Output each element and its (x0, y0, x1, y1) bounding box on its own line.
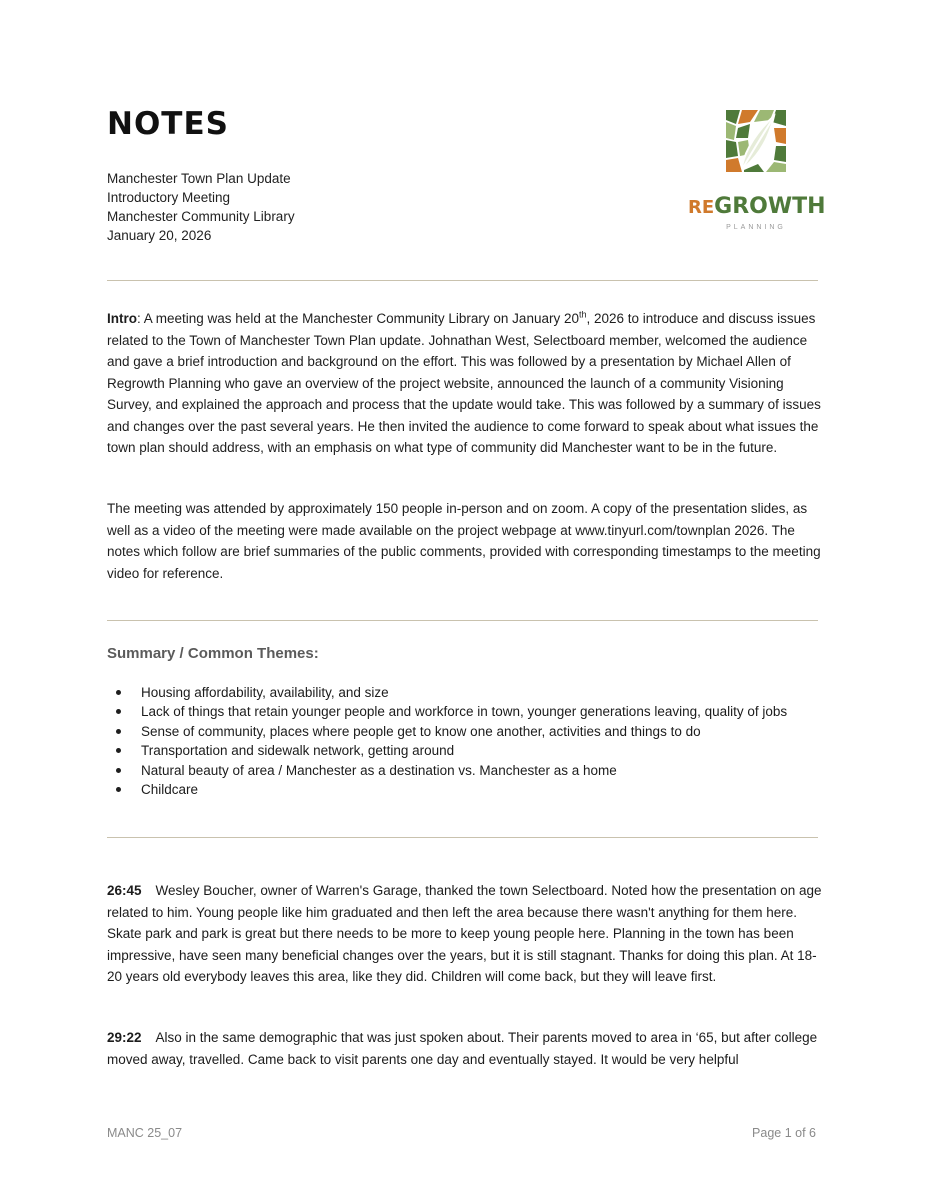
divider (107, 837, 818, 838)
document-code: MANC 25_07 (107, 1126, 183, 1140)
themes-list (107, 683, 827, 799)
divider (107, 620, 818, 621)
logo-wordmark (688, 194, 824, 219)
intro-text-part-2: , 2026 to introduce and discuss issues related to the Town of Manchester Town Plan update. Johnathan West, Selectboard member, welcomed the audience and gave a brief introduction and background on the effort. This was followed by a presentation by Michael Allen of Regrowth Planning who gave an overview of the project website, announced the launch of a community Visioning Survey, and explained the approach and process that the update would take. This was followed by a summary of issues and changes over the past several years. He then invited the audience to come forward to speak about what issues the town plan should address, with an emphasis on what type of community did Manchester want to be in the future. (107, 311, 821, 455)
summary-heading: Summary / Common Themes: (107, 645, 319, 662)
comment-entry (107, 880, 823, 988)
page-title: NOTES (107, 106, 229, 142)
attendance-paragraph: The meeting was attended by approximately 150 people in-person and on zoom. A copy of the presentation slides, as well as a video of the meeting were made available on the project webpage at www.tinyurl.com/townplan 2026. The notes which follow are brief summaries of the public comments, provided with corresponding timestamps to the meeting video for reference. (107, 501, 821, 581)
comment-text: Wesley Boucher, owner of Warren's Garage, thanked the town Selectboard. Noted how the presentation on age related to him. Young people like him graduated and then left the area because there wasn't anything for them here. Skate park and park is great but there needs to be more to keep young people here. Planning in the town has been impressive, have seen many beneficial changes over the years, but it is still stagnant. Thanks for doing this plan. At 18-20 years old everybody leaves this area, like they did. Children will come back, but they will leave first. (107, 883, 822, 984)
meeting-info (107, 169, 295, 245)
comment-text: Also in the same demographic that was just spoken about. Their parents moved to area in ‘65, but after college moved away, travelled. Came back to visit parents one day and eventually stayed. It would be very helpful (107, 1030, 818, 1067)
page-number: Page 1 of 6 (752, 1126, 816, 1140)
leaf-mosaic-icon (724, 108, 788, 174)
comment-timestamp: 26:45 (107, 883, 142, 898)
logo-main-word: GROWTH (714, 194, 826, 219)
regrowth-logo (688, 108, 824, 236)
intro-text-part-1: : A meeting was held at the Manchester Community Library on January 20 (137, 311, 579, 326)
list-item: Natural beauty of area / Manchester as a destination vs. Manchester as a home (107, 761, 827, 780)
logo-subtitle: PLANNING (726, 224, 786, 231)
project-name: Manchester Town Plan Update (107, 171, 291, 186)
logo-prefix: RE (688, 197, 715, 218)
list-item: Childcare (107, 780, 827, 799)
meeting-location: Manchester Community Library (107, 209, 295, 224)
list-item: Transportation and sidewalk network, getting around (107, 741, 827, 760)
list-item: Sense of community, places where people get to know one another, activities and things to do (107, 722, 827, 741)
list-item: Housing affordability, availability, and size (107, 683, 827, 702)
list-item: Lack of things that retain younger people and workforce in town, younger generations leaving, quality of jobs (107, 702, 827, 721)
divider (107, 280, 818, 281)
meeting-date: January 20, 2026 (107, 228, 212, 243)
ordinal-suffix: th (578, 309, 587, 320)
comment-entry (107, 1027, 823, 1070)
comment-timestamp: 29:22 (107, 1030, 142, 1045)
intro-label: Intro (107, 311, 137, 326)
intro-paragraph (107, 308, 823, 459)
meeting-type: Introductory Meeting (107, 190, 231, 205)
